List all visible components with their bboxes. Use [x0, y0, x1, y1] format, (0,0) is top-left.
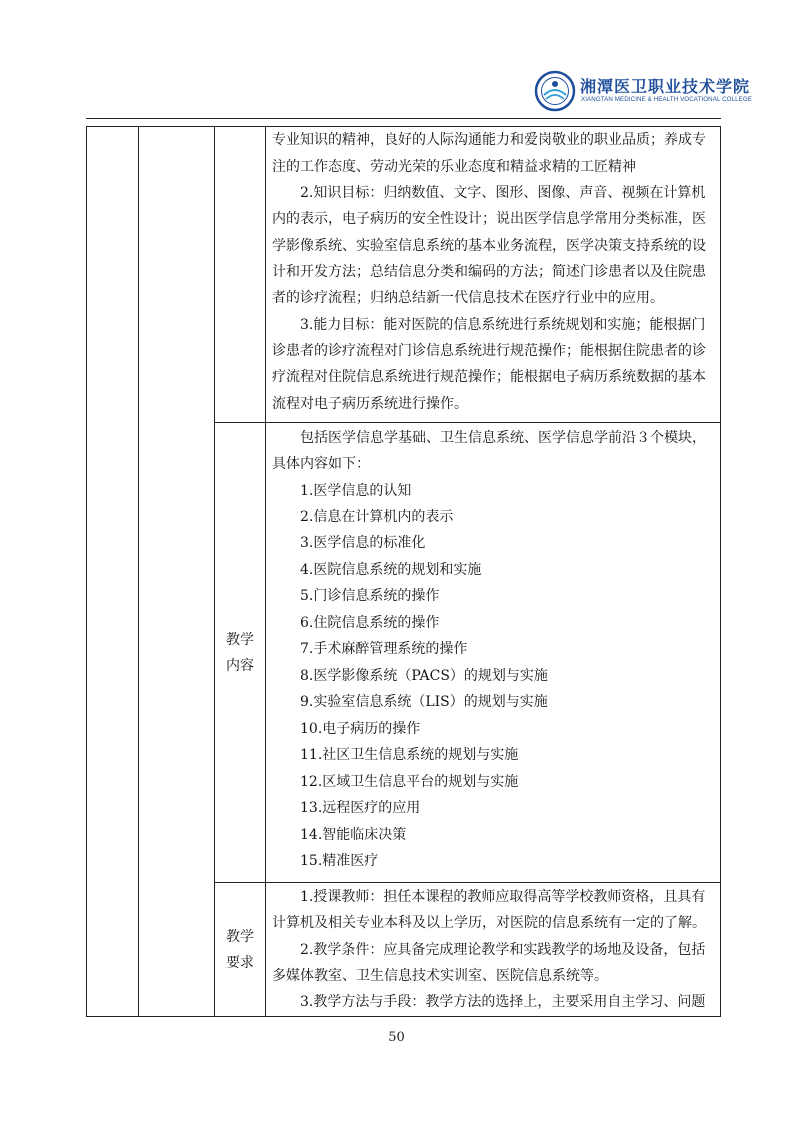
- table-row-divider-1: [214, 422, 721, 423]
- requirements-label-line2: 要求: [226, 955, 254, 971]
- requirement-line: 3.教学方法与手段：教学方法的选择上，主要采用自主学习、问题: [300, 994, 706, 1010]
- objective-line: 流程对电子病历系统进行操作。: [272, 396, 468, 412]
- content-item: 5.门诊信息系统的操作: [300, 588, 440, 604]
- table-border-bottom: [86, 1016, 721, 1017]
- requirements-label-line1: 教学: [226, 929, 254, 945]
- content-intro: 包括医学信息学基础、卫生信息系统、医学信息学前沿３个模块，: [300, 430, 706, 446]
- content-item: 10.电子病历的操作: [300, 721, 421, 737]
- content-item: 4.医院信息系统的规划和实施: [300, 562, 482, 578]
- school-name-cn: 湘潭医卫职业技术学院: [580, 77, 751, 96]
- objective-line: 计和开发方法；总结信息分类和编码的方法；简述门诊患者以及住院患: [272, 264, 706, 280]
- content-item: 13.远程医疗的应用: [300, 800, 421, 816]
- table-divider-col1: [138, 126, 139, 1016]
- content-item: 14.智能临床决策: [300, 827, 407, 843]
- content-item: 8.医学影像系统（PACS）的规划与实施: [300, 668, 548, 684]
- school-name-en: XIANGTAN MEDICINE & HEALTH VOCATIONAL COLLEGE: [581, 96, 753, 103]
- requirement-line: 1.授课教师：担任本课程的教师应取得高等学校教师资格，且具有: [300, 889, 706, 905]
- requirement-line: 计算机及相关专业本科及以上学历，对医院的信息系统有一定的了解。: [272, 915, 706, 931]
- objective-line: 2.知识目标：归纳数值、文字、图形、图像、声音、视频在计算机: [300, 185, 706, 201]
- objective-line: 学影像系统、实验室信息系统的基本业务流程，医学决策支持系统的设: [272, 238, 706, 254]
- content-intro: 具体内容如下：: [272, 456, 370, 472]
- table-border-left: [86, 126, 87, 1016]
- content-item: 12.区域卫生信息平台的规划与实施: [300, 774, 519, 790]
- content-item: 9.实验室信息系统（LIS）的规划与实施: [300, 694, 548, 710]
- requirement-line: 2.教学条件：应具备完成理论教学和实践教学的场地及设备，包括: [300, 942, 706, 958]
- content-item: 6.住院信息系统的操作: [300, 615, 440, 631]
- objective-line: 注的工作态度、劳动光荣的乐业态度和精益求精的工匠精神: [272, 159, 636, 175]
- content-item: 15.精准医疗: [300, 853, 379, 869]
- requirement-line: 多媒体教室、卫生信息技术实训室、医院信息系统等。: [272, 968, 608, 984]
- objective-line: 诊患者的诊疗流程对门诊信息系统进行规范操作；能根据住院患者的诊: [272, 343, 706, 359]
- content-item: 11.社区卫生信息系统的规划与实施: [300, 747, 519, 763]
- table-row-divider-2: [214, 882, 721, 883]
- objective-line: 3.能力目标：能对医院的信息系统进行系统规划和实施；能根据门: [300, 317, 706, 333]
- objective-line: 专业知识的精神，良好的人际沟通能力和爱岗敬业的职业品质；养成专: [272, 132, 706, 148]
- objective-line: 疗流程对住院信息系统进行规范操作；能根据电子病历系统数据的基本: [272, 369, 706, 385]
- content-label-line1: 教学: [226, 632, 254, 648]
- content-item: 1.医学信息的认知: [300, 483, 412, 499]
- objective-line: 内的表示，电子病历的安全性设计；说出医学信息学常用分类标准，医: [272, 211, 706, 227]
- content-item: 3.医学信息的标准化: [300, 535, 426, 551]
- content-item: 2.信息在计算机内的表示: [300, 509, 454, 525]
- page-number: 50: [388, 1030, 405, 1045]
- content-item: 7.手术麻醉管理系统的操作: [300, 641, 468, 657]
- content-label-line2: 内容: [226, 658, 254, 674]
- objective-line: 者的诊疗流程；归纳总结新一代信息技术在医疗行业中的应用。: [272, 290, 664, 306]
